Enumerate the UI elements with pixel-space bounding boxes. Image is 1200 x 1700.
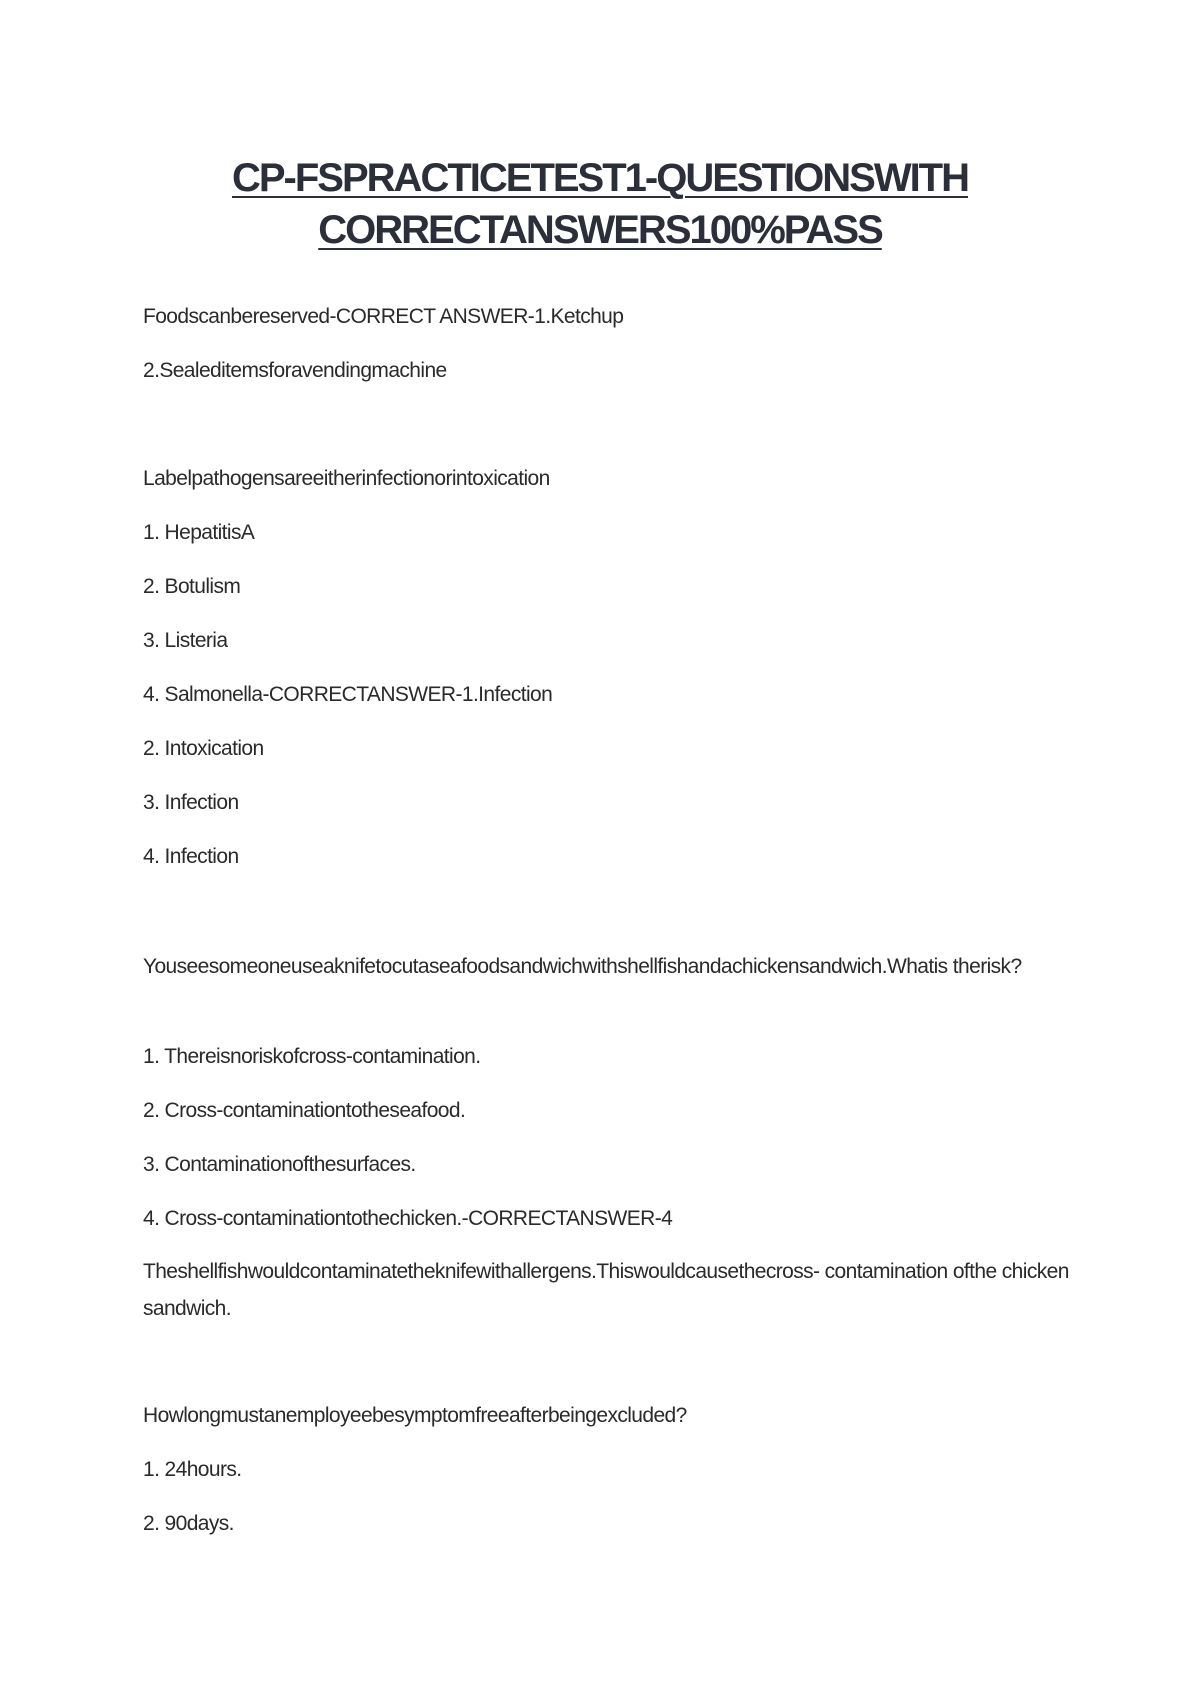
q2-answer-3: 3. Infection: [143, 791, 239, 814]
q3-option-1: 1. Thereisnoriskofcross-contamination.: [143, 1045, 481, 1068]
q2-option-3: 3. Listeria: [143, 629, 228, 652]
q2-option-2: 2. Botulism: [143, 575, 241, 598]
q1-line-1: Foodscanbereserved-CORRECT ANSWER-1.Ketchup: [143, 305, 624, 328]
q2-prompt: Labelpathogensareeitherinfectionorintoxication: [143, 467, 550, 490]
document-title: [0, 152, 1200, 256]
q4-option-1: 1. 24hours.: [143, 1458, 242, 1481]
title-line-2: CORRECTANSWERS100%PASS: [318, 208, 882, 252]
q3-option-2: 2. Cross-contaminationtotheseafood.: [143, 1099, 466, 1122]
q1-line-2: 2.Sealeditemsforavendingmachine: [143, 359, 447, 382]
q3-explanation: Theshellfishwouldcontaminatetheknifewithallergens.Thiswouldcausethecross- contamination ofthe chicken sandwich.: [143, 1260, 1069, 1320]
q2-answer-2: 2. Intoxication: [143, 737, 264, 760]
q3-option-3: 3. Contaminationofthesurfaces.: [143, 1153, 416, 1176]
title-line-1: CP-FSPRACTICETEST1-QUESTIONSWITH: [231, 156, 969, 200]
q3-prompt: Youseesomeoneuseaknifetocutaseafoodsandwichwithshellfishandachickensandwich.Whatis therisk?: [143, 955, 1022, 978]
q3-option-4: 4. Cross-contaminationtothechicken.-CORRECTANSWER-4: [143, 1207, 673, 1230]
q2-option-1: 1. HepatitisA: [143, 521, 255, 544]
q4-prompt: Howlongmustanemployeebesymptomfreeafterbeingexcluded?: [143, 1404, 687, 1427]
q2-option-4: 4. Salmonella-CORRECTANSWER-1.Infection: [143, 683, 553, 706]
q4-option-2: 2. 90days.: [143, 1512, 234, 1535]
q2-answer-4: 4. Infection: [143, 845, 239, 868]
